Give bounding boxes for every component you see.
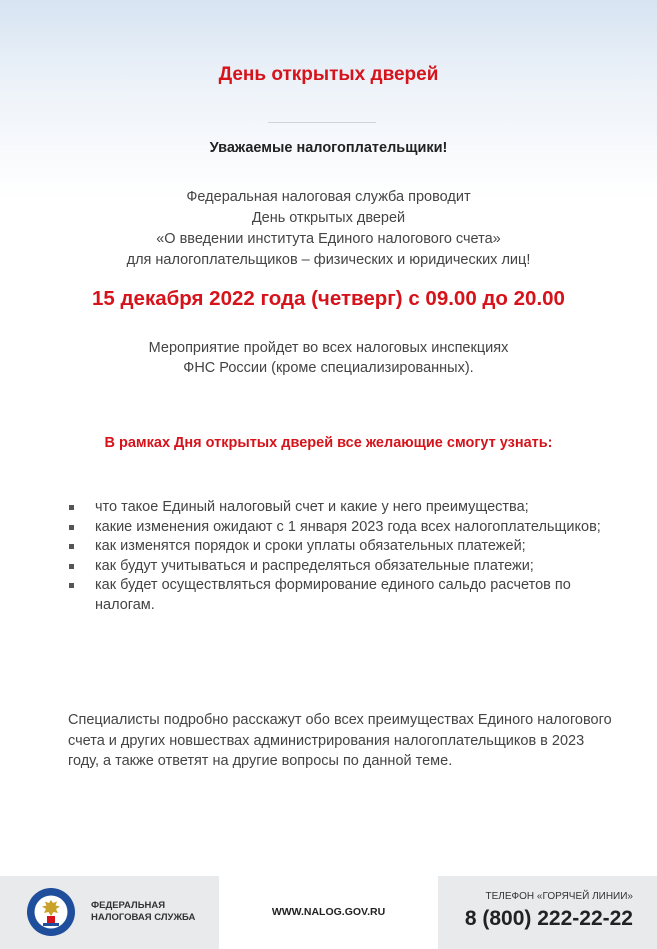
header-gradient (0, 0, 657, 200)
list-item-text: что такое Единый налоговый счет и какие у него преимущества; (95, 499, 529, 515)
list-item-text: как будет осуществляться формирование единого сальдо расчетов по налогам. (95, 577, 571, 613)
bullet-icon (69, 583, 74, 588)
hotline-number[interactable]: 8 (800) 222-22-22 (464, 907, 633, 930)
bullet-icon (69, 505, 74, 510)
greeting: Уважаемые налогоплательщики! (209, 140, 448, 156)
intro-line: День открытых дверей (251, 210, 406, 226)
bullet-icon (69, 564, 74, 569)
list-item (68, 576, 613, 615)
venue-line: Мероприятие пройдет во всех налоговых инспекциях (148, 340, 509, 356)
bullet-icon (69, 525, 74, 530)
website-link[interactable]: WWW.NALOG.GOV.RU (271, 906, 386, 918)
page-title: День открытых дверей (218, 64, 439, 85)
list-item (68, 557, 613, 577)
list-item (68, 498, 613, 518)
list-item (68, 518, 613, 538)
title-divider (268, 122, 376, 123)
org-name-line: НАЛОГОВАЯ СЛУЖБА (91, 912, 196, 923)
list-item-text: как будут учитываться и распределяться обязательные платежи; (95, 557, 534, 574)
list-item-text: как изменятся порядок и сроки уплаты обязательных платежей; (95, 538, 526, 554)
org-name-line: ФЕДЕРАЛЬНАЯ (91, 900, 166, 911)
footer (0, 876, 657, 949)
event-date: 15 декабря 2022 года (четверг) с 09.00 до 20.00 (92, 287, 565, 310)
topics-list (68, 498, 613, 615)
closing-paragraph: Специалисты подробно расскажут обо всех преимуществах Единого налогового счета и других новшествах администрирования налогоплательщиков в 2023 году, а также ответят на другие вопросы по данной теме. (68, 712, 612, 769)
list-item-text: какие изменения ожидают с 1 января 2023 года всех налогоплательщиков; (95, 518, 601, 535)
fns-emblem-icon (26, 887, 76, 937)
venue-line: ФНС России (кроме специализированных). (183, 360, 474, 376)
topics-heading: В рамках Дня открытых дверей все желающие смогут узнать: (104, 435, 553, 451)
hotline-label: ТЕЛЕФОН «ГОРЯЧЕЙ ЛИНИИ» (485, 891, 633, 902)
intro-line: для налогоплательщиков – физических и юридических лиц! (126, 252, 531, 268)
bullet-icon (69, 544, 74, 549)
list-item (68, 537, 613, 557)
org-name (91, 900, 211, 924)
intro-paragraph (0, 187, 657, 271)
intro-line: «О введении института Единого налогового счета» (156, 231, 501, 247)
intro-line: Федеральная налоговая служба проводит (186, 189, 471, 205)
venue-paragraph (0, 338, 657, 378)
